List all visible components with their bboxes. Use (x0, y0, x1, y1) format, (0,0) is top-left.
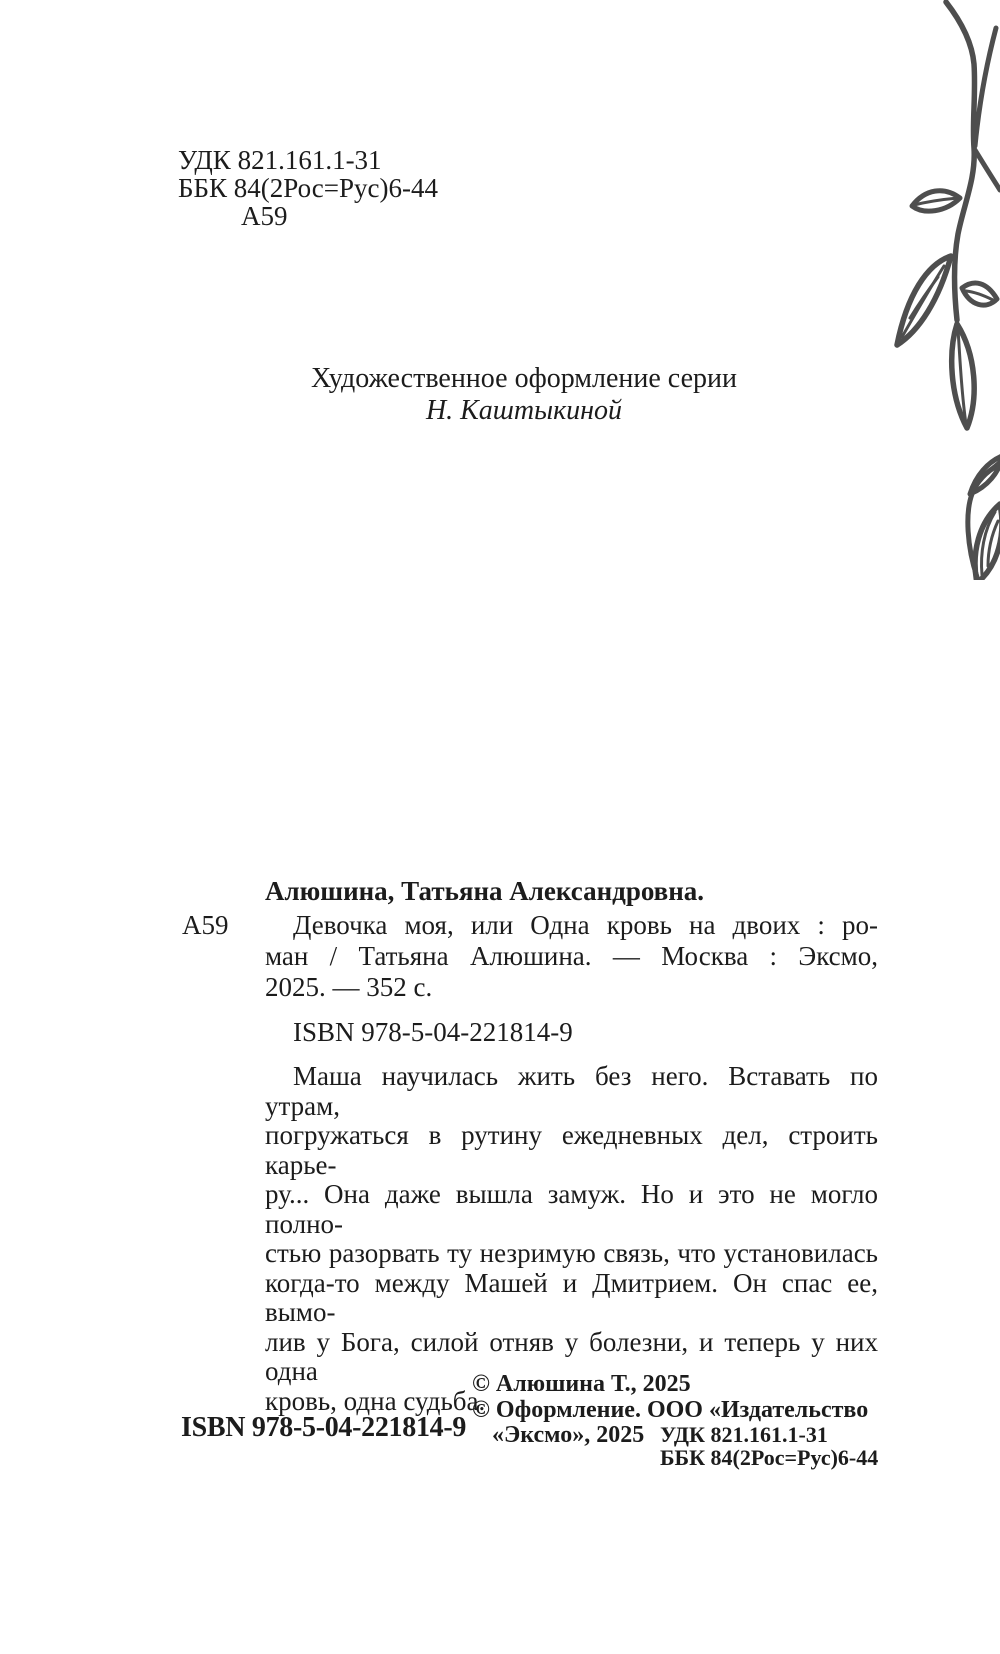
author-heading: Алюшина, Татьяна Александровна. (265, 876, 705, 906)
annotation-line: кровь, одна судьба. (265, 1385, 486, 1416)
bbk-code-bottom: ББК 84(2Рос=Рус)6-44 (660, 1445, 879, 1470)
branch-leaves-illustration (830, 0, 1000, 580)
card-isbn: ISBN 978-5-04-221814-9 (293, 1017, 573, 1047)
annotation (265, 1062, 878, 1416)
annotation-line: Маша научилась жить без него. Вставать по утрам, (265, 1061, 878, 1121)
series-design-note (170, 363, 878, 427)
author-sign: А59 (241, 201, 288, 231)
annotation-line: лив у Бога, силой отняв у болезни, и теперь у них одна (265, 1326, 878, 1386)
bbk-code: ББК 84(2Рос=Рус)6-44 (178, 173, 438, 203)
annotation-line: когда-то между Машей и Дмитрием. Он спас ее, вымо- (265, 1267, 878, 1327)
title-line: ман / Татьяна Алюшина. — Москва : Эксмо, (265, 941, 878, 971)
annotation-line: погружаться в рутину ежедневных дел, строить карье- (265, 1120, 878, 1180)
annotation-line: стью разорвать ту незримую связь, что установилась (265, 1238, 878, 1268)
copyright-author: © Алюшина Т., 2025 (472, 1371, 691, 1397)
title-line: Девочка моя, или Одна кровь на двоих : ро- (293, 910, 878, 940)
udc-code: УДК 821.161.1-31 (178, 145, 382, 175)
card-code: А59 (182, 910, 229, 940)
series-designer-name: Н. Каштыкиной (425, 395, 623, 426)
footer-isbn: ISBN 978-5-04-221814-9 (181, 1412, 467, 1443)
copyright-block (472, 1372, 892, 1449)
title-line: 2025. — 352 с. (265, 972, 433, 1002)
annotation-line: ру... Она даже вышла замуж. Но и это не могло полно- (265, 1179, 878, 1239)
copyright-publisher: © Оформление. ООО «Издательство (472, 1396, 869, 1423)
series-note-line: Художественное оформление серии (311, 363, 737, 394)
top-classification-codes (178, 146, 438, 230)
udc-code-bottom: УДК 821.161.1-31 (660, 1422, 828, 1447)
copyright-publisher-cont: «Эксмо», 2025 (492, 1422, 645, 1448)
